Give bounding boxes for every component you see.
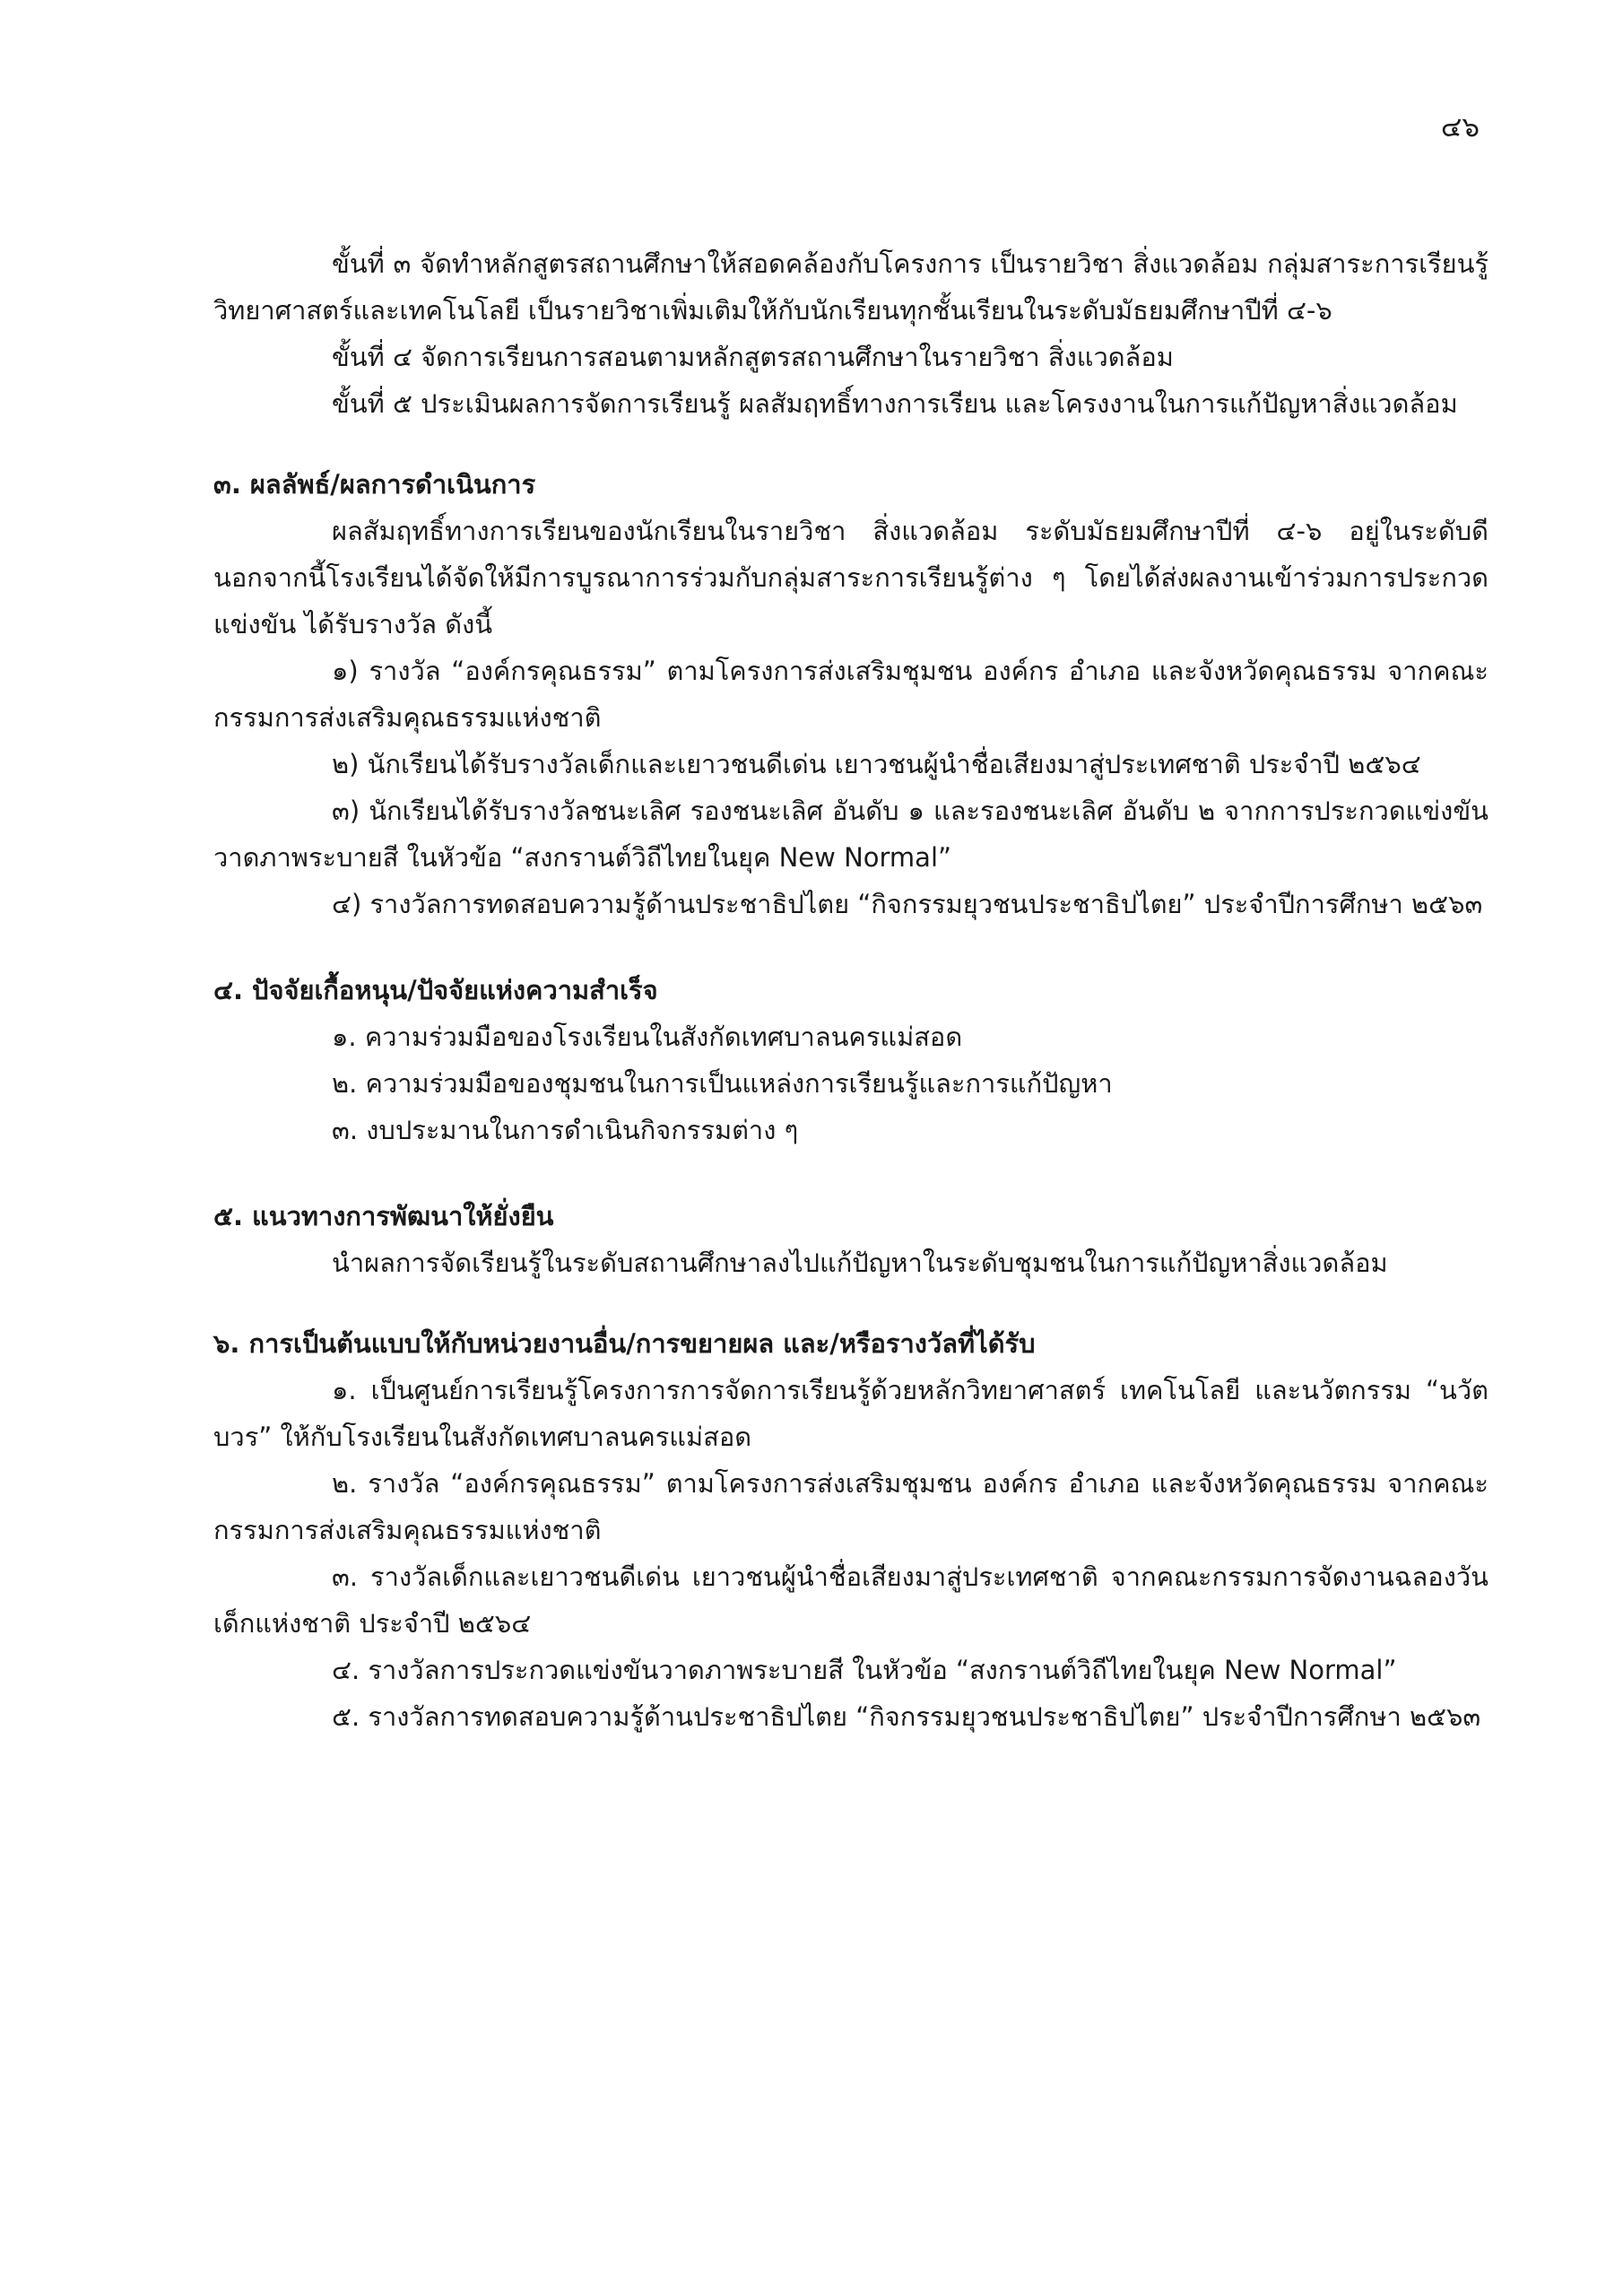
section-6-item: ๕. รางวัลการทดสอบความรู้ด้านประชาธิปไตย “กิจกรรมยุวชนประชาธิปไตย” ประจำปีการศึกษา ๒๕๖๓ [332, 1701, 1481, 1732]
section-3-heading: ๓. ผลลัพธ์/ผลการดำเนินการ [213, 469, 536, 500]
section-4-item: ๓. งบประมานในการดำเนินกิจกรรมต่าง ๆ [332, 1115, 799, 1145]
step-3-paragraph: ขั้นที่ ๓ จัดทำหลักสูตรสถานศึกษาให้สอดคล้องกับโครงการ เป็นรายวิชา สิ่งแวดล้อม กลุ่มสาระการเรียนรู้วิทยาศาสตร์และเทคโนโลยี เป็นรายวิชาเพิ่มเติมให้กับนักเรียนทุกชั้นเรียนในระดับมัธยมศึกษาปีที่ ๔-๖ [213, 248, 1488, 326]
section-3-item: ๔) รางวัลการทดสอบความรู้ด้านประชาธิปไตย “กิจกรรมยุวชนประชาธิปไตย” ประจำปีการศึกษา ๒๕๖๓ [332, 889, 1483, 919]
section-6-heading: ๖. การเป็นต้นแบบให้กับหน่วยงานอื่น/การขยายผล และ/หรือรางวัลที่ได้รับ [213, 1328, 1036, 1359]
section-3-item: ๑) รางวัล “องค์กรคุณธรรม” ตามโครงการส่งเสริมชุมชน องค์กร อำเภอ และจังหวัดคุณธรรม จากคณะกรรมการส่งเสริมคุณธรรมแห่งชาติ [213, 656, 1488, 733]
section-3-item: ๓) นักเรียนได้รับรางวัลชนะเลิศ รองชนะเลิศ อันดับ ๑ และรองชนะเลิศ อันดับ ๒ จากการประกวดแข่งขันวาดภาพระบายสี ในหัวข้อ “สงกรานต์วิถีไทยในยุค New Normal” [213, 796, 1488, 873]
section-success-factors [213, 967, 1488, 1153]
section-5-heading: ๕. แนวทางการพัฒนาให้ยั่งยืน [213, 1201, 554, 1231]
section-4-item: ๒. ความร่วมมือของชุมชนในการเป็นแหล่งการเรียนรู้และการแก้ปัญหา [332, 1068, 1113, 1099]
steps-block [213, 240, 1488, 427]
step-5-paragraph: ขั้นที่ ๕ ประเมินผลการจัดการเรียนรู้ ผลสัมฤทธิ์ทางการเรียน และโครงงานในการแก้ปัญหาสิ่งแวดล้อม [332, 388, 1458, 419]
section-model-awards [213, 1320, 1488, 1740]
section-results [213, 461, 1488, 927]
section-6-item: ๓. รางวัลเด็กและเยาวชนดีเด่น เยาวชนผู้นำชื่อเสียงมาสู่ประเทศชาติ จากคณะกรรมการจัดงานฉลองวันเด็กแห่งชาติ ประจำปี ๒๕๖๔ [213, 1561, 1488, 1639]
section-4-item: ๑. ความร่วมมือของโรงเรียนในสังกัดเทศบาลนครแม่สอด [332, 1022, 963, 1052]
step-4-paragraph: ขั้นที่ ๔ จัดการเรียนการสอนตามหลักสูตรสถานศึกษาในรายวิชา สิ่งแวดล้อม [332, 342, 1174, 372]
document-body [213, 240, 1488, 1740]
section-6-item: ๑. เป็นศูนย์การเรียนรู้โครงการการจัดการเรียนรู้ด้วยหลักวิทยาศาสตร์ เทคโนโลยี และนวัตกรรม “นวัตบวร” ให้กับโรงเรียนในสังกัดเทศบาลนครแม่สอด [213, 1375, 1488, 1452]
section-6-item: ๔. รางวัลการประกวดแข่งขันวาดภาพระบายสี ในหัวข้อ “สงกรานต์วิถีไทยในยุค New Normal” [332, 1655, 1397, 1685]
section-3-intro: ผลสัมฤทธิ์ทางการเรียนของนักเรียนในรายวิชา สิ่งแวดล้อม ระดับมัธยมศึกษาปีที่ ๔-๖ อยู่ในระดับดี นอกจากนี้โรงเรียนได้จัดให้มีการบูรณาการร่วมกับกลุ่มสาระการเรียนรู้ต่าง ๆ โดยได้ส่งผลงานเข้าร่วมการประกวดแข่งขัน ได้รับรางวัล ดังนี้ [213, 516, 1488, 639]
section-sustainable-development [213, 1193, 1488, 1286]
section-5-text: นำผลการจัดเรียนรู้ในระดับสถานศึกษาลงไปแก้ปัญหาในระดับชุมชนในการแก้ปัญหาสิ่งแวดล้อม [332, 1248, 1388, 1278]
section-6-item: ๒. รางวัล “องค์กรคุณธรรม” ตามโครงการส่งเสริมชุมชน องค์กร อำเภอ และจังหวัดคุณธรรม จากคณะกรรมการส่งเสริมคุณธรรมแห่งชาติ [213, 1468, 1488, 1545]
page-number: ๔๖ [1440, 111, 1480, 144]
section-4-heading: ๔. ปัจจัยเกื้อหนุน/ปัจจัยแห่งความสำเร็จ [213, 975, 658, 1005]
section-3-item: ๒) นักเรียนได้รับรางวัลเด็กและเยาวชนดีเด่น เยาวชนผู้นำชื่อเสียงมาสู่ประเทศชาติ ประจำปี ๒๕๖๔ [332, 749, 1421, 779]
